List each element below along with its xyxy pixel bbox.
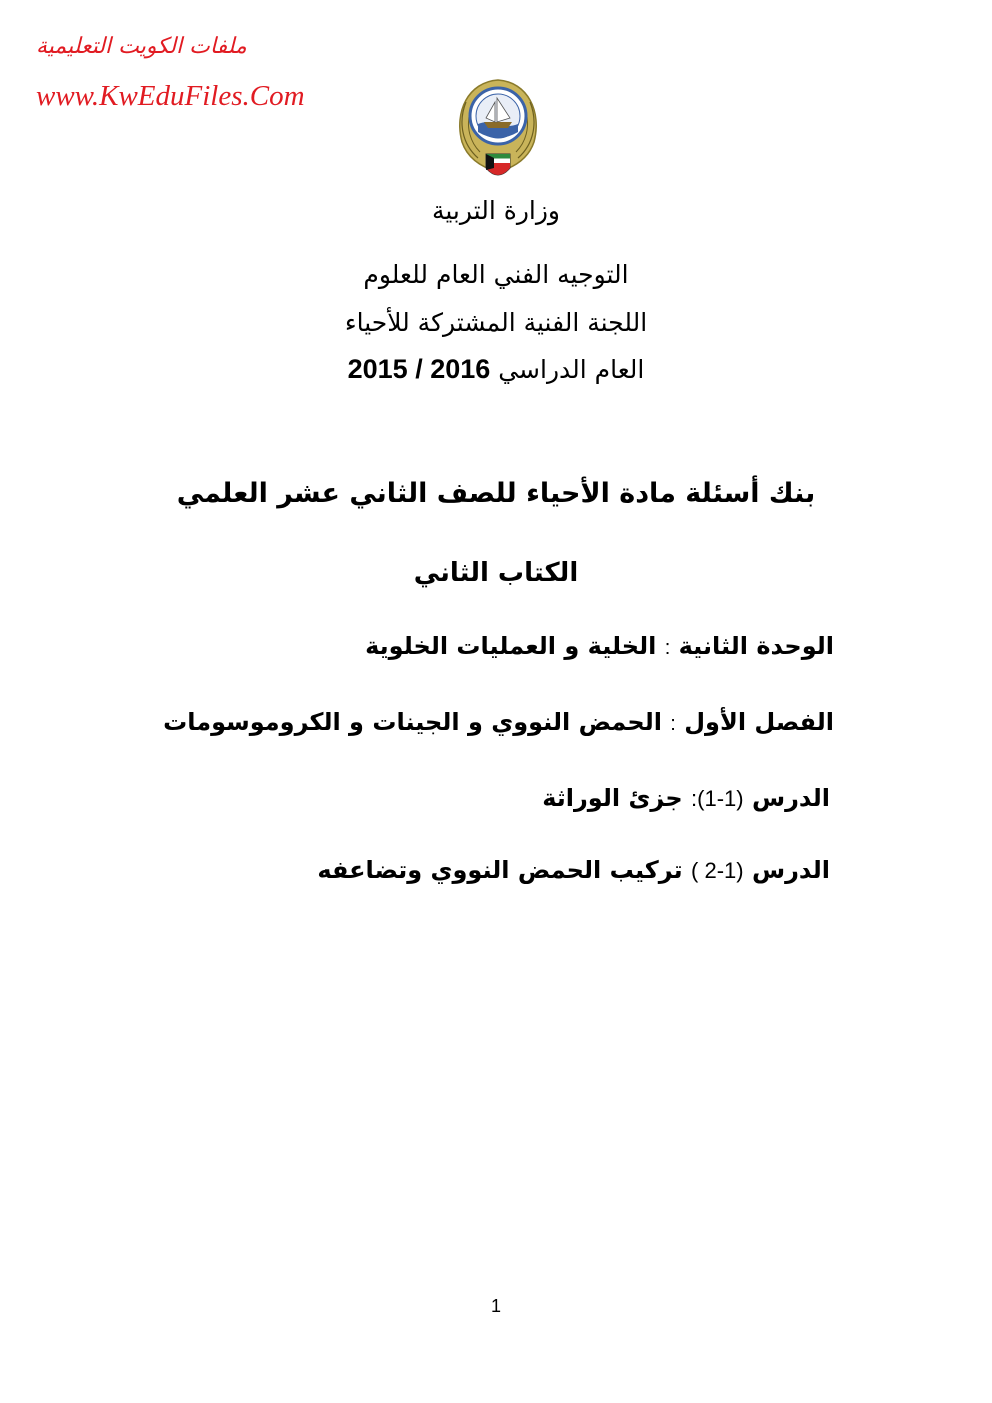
- unit-separator: :: [664, 637, 671, 659]
- unit-value: الخلية و العمليات الخلوية: [365, 632, 657, 660]
- lesson-1-number: :(1-1): [691, 786, 744, 811]
- lesson-2-heading: [317, 856, 830, 884]
- watermark-url: www.KwEduFiles.Com: [36, 80, 305, 112]
- book-title: الكتاب الثاني: [413, 558, 579, 588]
- chapter-value: الحمض النووي و الجينات و الكروموسومات: [163, 708, 662, 736]
- chapter-label: الفصل الأول: [684, 708, 834, 736]
- lesson-2-value: تركيب الحمض النووي وتضاعفه: [317, 856, 683, 884]
- question-bank-title: بنك أسئلة مادة الأحياء للصف الثاني عشر العلمي: [176, 478, 816, 509]
- unit-heading: [365, 632, 834, 660]
- academic-year-value: 2015 / 2016: [347, 354, 491, 384]
- chapter-heading: [163, 708, 834, 736]
- chapter-separator: :: [670, 713, 676, 735]
- page-number: 1: [490, 1296, 501, 1316]
- academic-year: [0, 354, 992, 385]
- lesson-1-label: الدرس: [751, 784, 830, 812]
- ministry-title: وزارة التربية: [431, 196, 560, 225]
- lesson-1-value: جزئ الوراثة: [542, 784, 683, 812]
- lesson-2-label: الدرس: [751, 856, 830, 884]
- lesson-2-number: ( 2-1): [691, 858, 744, 883]
- lesson-1-heading: [542, 784, 830, 812]
- watermark-arabic: ملفات الكويت التعليمية: [36, 34, 247, 59]
- kuwait-emblem-icon: [448, 72, 548, 187]
- committee-title: اللجنة الفنية المشتركة للأحياء: [344, 308, 648, 337]
- department-title: التوجيه الفني العام للعلوم: [363, 260, 629, 289]
- unit-label: الوحدة الثانية: [678, 632, 834, 660]
- academic-year-label: العام الدراسي: [498, 355, 645, 384]
